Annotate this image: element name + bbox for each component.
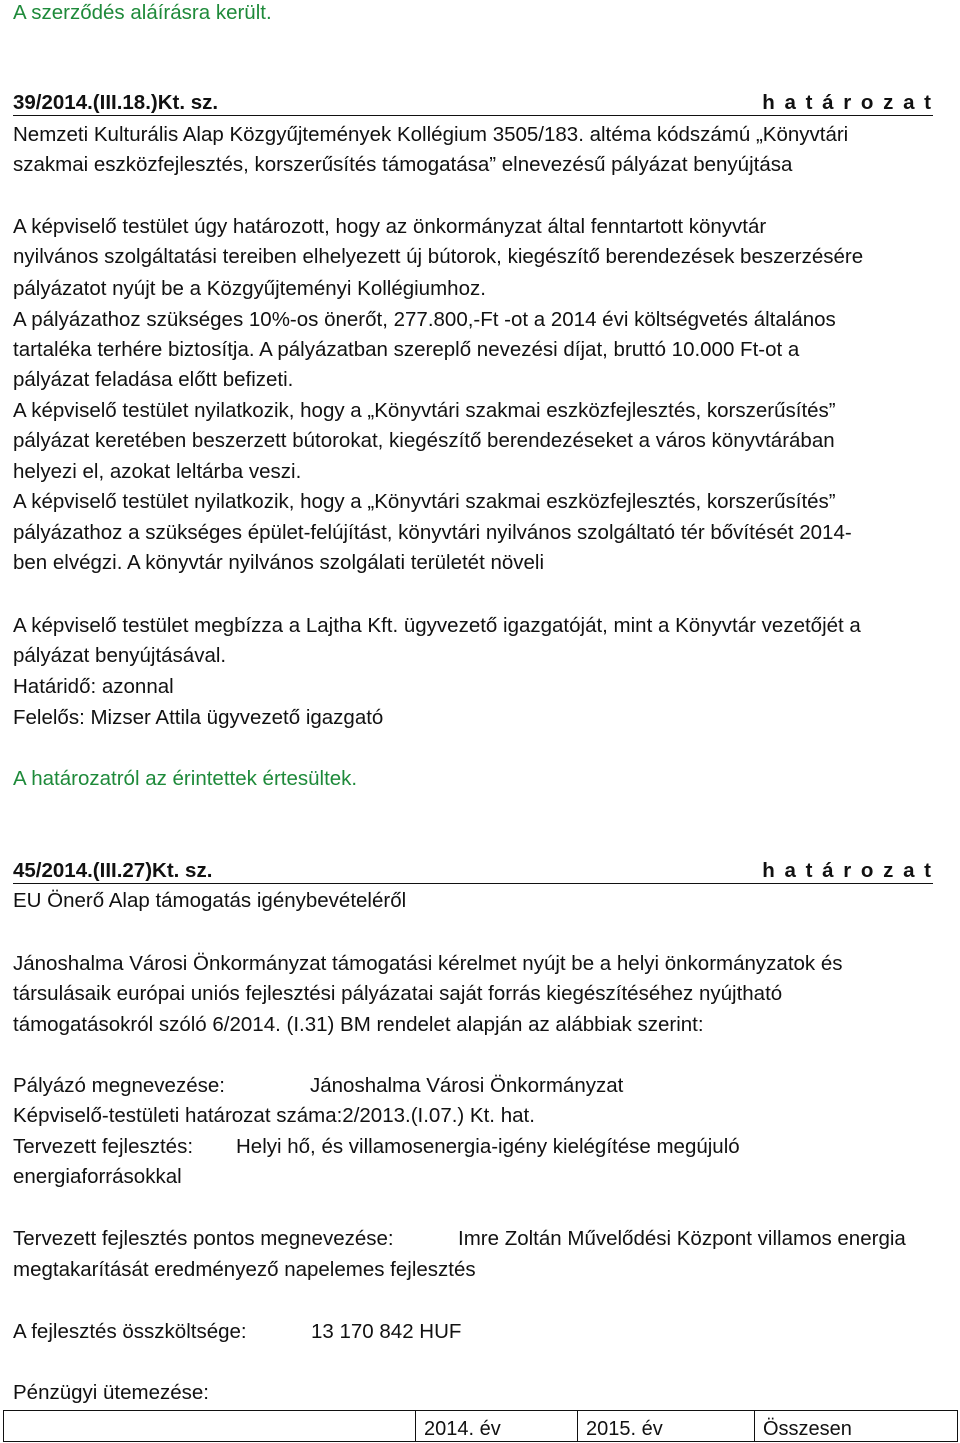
resolution-number: 39/2014.(III.18.)Kt. sz. [13,91,219,114]
resolution-2-heading [13,859,933,884]
notification-line: A határozatról az érintettek értesültek. [13,767,358,790]
resolution-reference: Képviselő-testületi határozat száma:2/2013.(I.07.) Kt. hat. [13,1104,535,1127]
table-cell: 2015. év [578,1411,755,1442]
resolution-1-heading [13,91,933,116]
resolution-keyword: h a t á r o z a t [762,859,933,882]
table-row [4,1411,958,1442]
table-cell: Összesen [755,1411,958,1442]
resolution-number: 45/2014.(III.27)Kt. sz. [13,859,213,882]
table-cell: 2014. év [416,1411,578,1442]
deadline: Határidő: azonnal [13,675,174,698]
resolution-keyword: h a t á r o z a t [762,91,933,114]
responsible-person: Felelős: Mizser Attila ügyvezető igazgató [13,706,384,729]
schedule-table [3,1410,958,1442]
resolution-subject: EU Önerő Alap támogatás igénybevételéről [13,889,407,912]
schedule-label: Pénzügyi ütemezése: [13,1381,210,1404]
table-cell [4,1411,416,1442]
status-line: A szerződés aláírásra került. [13,1,272,24]
